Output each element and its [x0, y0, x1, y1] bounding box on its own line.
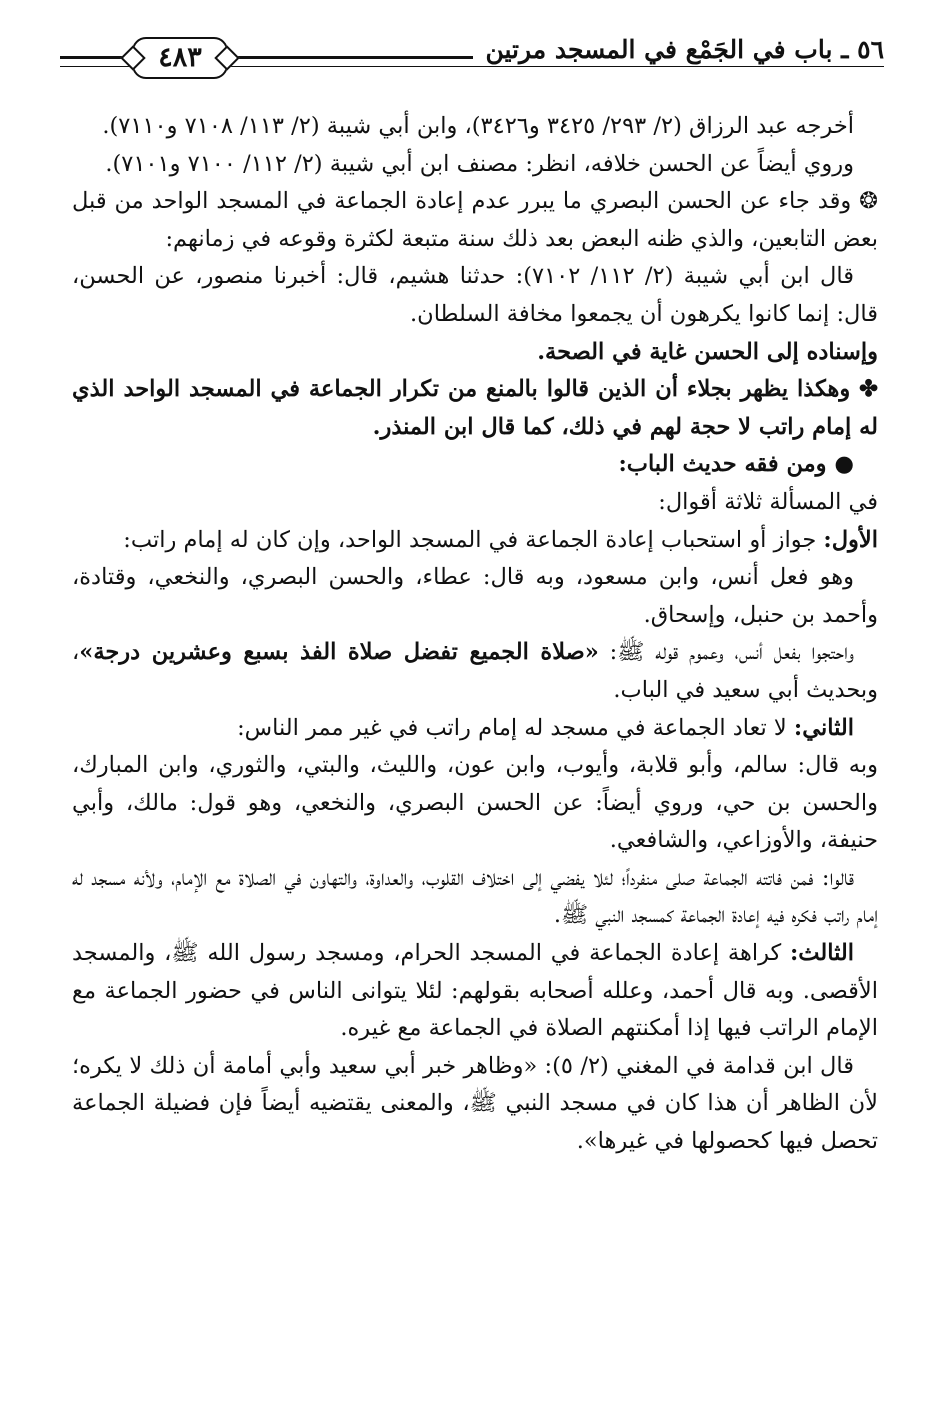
page-number: ٤٨٣ [158, 42, 202, 73]
opinion-text: جواز أو استحباب إعادة الجماعة في المسجد الواحد، وإن كان له إمام راتب: [123, 526, 824, 553]
page-body [72, 108, 878, 1161]
page-header [60, 34, 884, 90]
paragraph [72, 710, 878, 748]
paragraph [72, 935, 878, 1048]
paragraph: وبه قال: سالم، وأبو قلابة، وأيوب، وابن عون، والليث، والبتي، والثوري، وابن المبارك، والحسن بن حي، وروي أيضاً: عن الحسن البصري، والنخعي، وهو قول: مالك، وأبي حنيفة، والأوزاعي، والشافعي. [72, 752, 878, 854]
paragraph: في المسألة ثلاثة أقوال: [658, 488, 878, 515]
opinion-text: كراهة إعادة الجماعة في المسجد الحرام، ومسجد رسول الله ﷺ، والمسجد الأقصى. وبه قال أحمد، وعلله أصحابه بقولهم: لئلا يتوانى الناس في حضور الجماعة مع الإمام الراتب فيها إذا أمكنتهم الصلاة في الجماعة مع غيره. [72, 940, 878, 1042]
paragraph [72, 522, 878, 560]
hadith-quote: «صلاة الجميع تفضل صلاة الفذ بسبع وعشرين درجة» [79, 639, 599, 666]
paragraph [72, 634, 878, 709]
paragraph: قال ابن أبي شيبة (٢/ ١١٢/ ٧١٠٢): حدثنا هشيم، قال: أخبرنا منصور، عن الحسن، قال: إنما كانوا يكرهون أن يجمعوا مخافة السلطان. [72, 263, 878, 327]
page-number-ornament [132, 37, 228, 79]
text-span: واحتجوا بفعل أنس، وعموم قوله ﷺ: [598, 639, 854, 666]
text-span: ، وبحديث أبي سعيد في الباب. [72, 639, 878, 703]
paragraph: وروي أيضاً عن الحسن خلافه، انظر: مصنف ابن أبي شيبة (٢/ ١١٢/ ٧١٠٠ و٧١٠١). [105, 150, 854, 177]
paragraph: قالوا: فمن فاتته الجماعة صلى منفرداً؛ لئلا يفضي إلى اختلاف القلوب، والعداوة، والتهاون في الصلاة مع الإمام، ولأنه مسجد له إمام راتب فكره فيه إعادة الجماعة كمسجد النبي ﷺ. [72, 864, 878, 929]
paragraph: وهو فعل أنس، وابن مسعود، وبه قال: عطاء، والحسن البصري، والنخعي، وقتادة، وأحمد بن حنبل، وإسحاق. [72, 564, 878, 628]
paragraph: أخرجه عبد الرزاق (٢/ ٢٩٣/ ٣٤٢٥ و٣٤٢٦)، وابن أبي شيبة (٢/ ١١٣/ ٧١٠٨ و٧١١٠). [102, 113, 854, 139]
opinion-label: الثالث: [789, 940, 854, 967]
paragraph: قال ابن قدامة في المغني (٢/ ٥): «وظاهر خبر أبي سعيد وأبي أمامة أن ذلك لا يكره؛ لأن الظاهر أن هذا كان في مسجد النبي ﷺ، والمعنى يقتضيه أيضاً فإن فضيلة الجماعة تحصل فيها كحصولها في غيرها». [72, 1052, 878, 1155]
opinion-label: الثاني: [793, 714, 854, 741]
opinion-text: لا تعاد الجماعة في مسجد له إمام راتب في غير ممر الناس: [237, 714, 794, 741]
paragraph: ❂ وقد جاء عن الحسن البصري ما يبرر عدم إعادة الجماعة في المسجد الواحد من قبل بعض التابعين، والذي ظنه البعض بعد ذلك سنة متبعة لكثرة وقوعه في زمانهم: [72, 188, 878, 252]
paragraph-bold: وإسناده إلى الحسن غاية في الصحة. [537, 338, 878, 365]
paragraph-bold: ✤ وهكذا يظهر بجلاء أن الذين قالوا بالمنع من تكرار الجماعة في المسجد الواحد الذي له إمام راتب لا حجة لهم في ذلك، كما قال ابن المنذر. [72, 376, 878, 440]
opinion-label: الأول: [823, 526, 878, 553]
chapter-title: ٥٦ ـ باب في الجَمْع في المسجد مرتين [473, 34, 884, 66]
section-heading: ● ومن فقه حديث الباب: [618, 451, 854, 478]
